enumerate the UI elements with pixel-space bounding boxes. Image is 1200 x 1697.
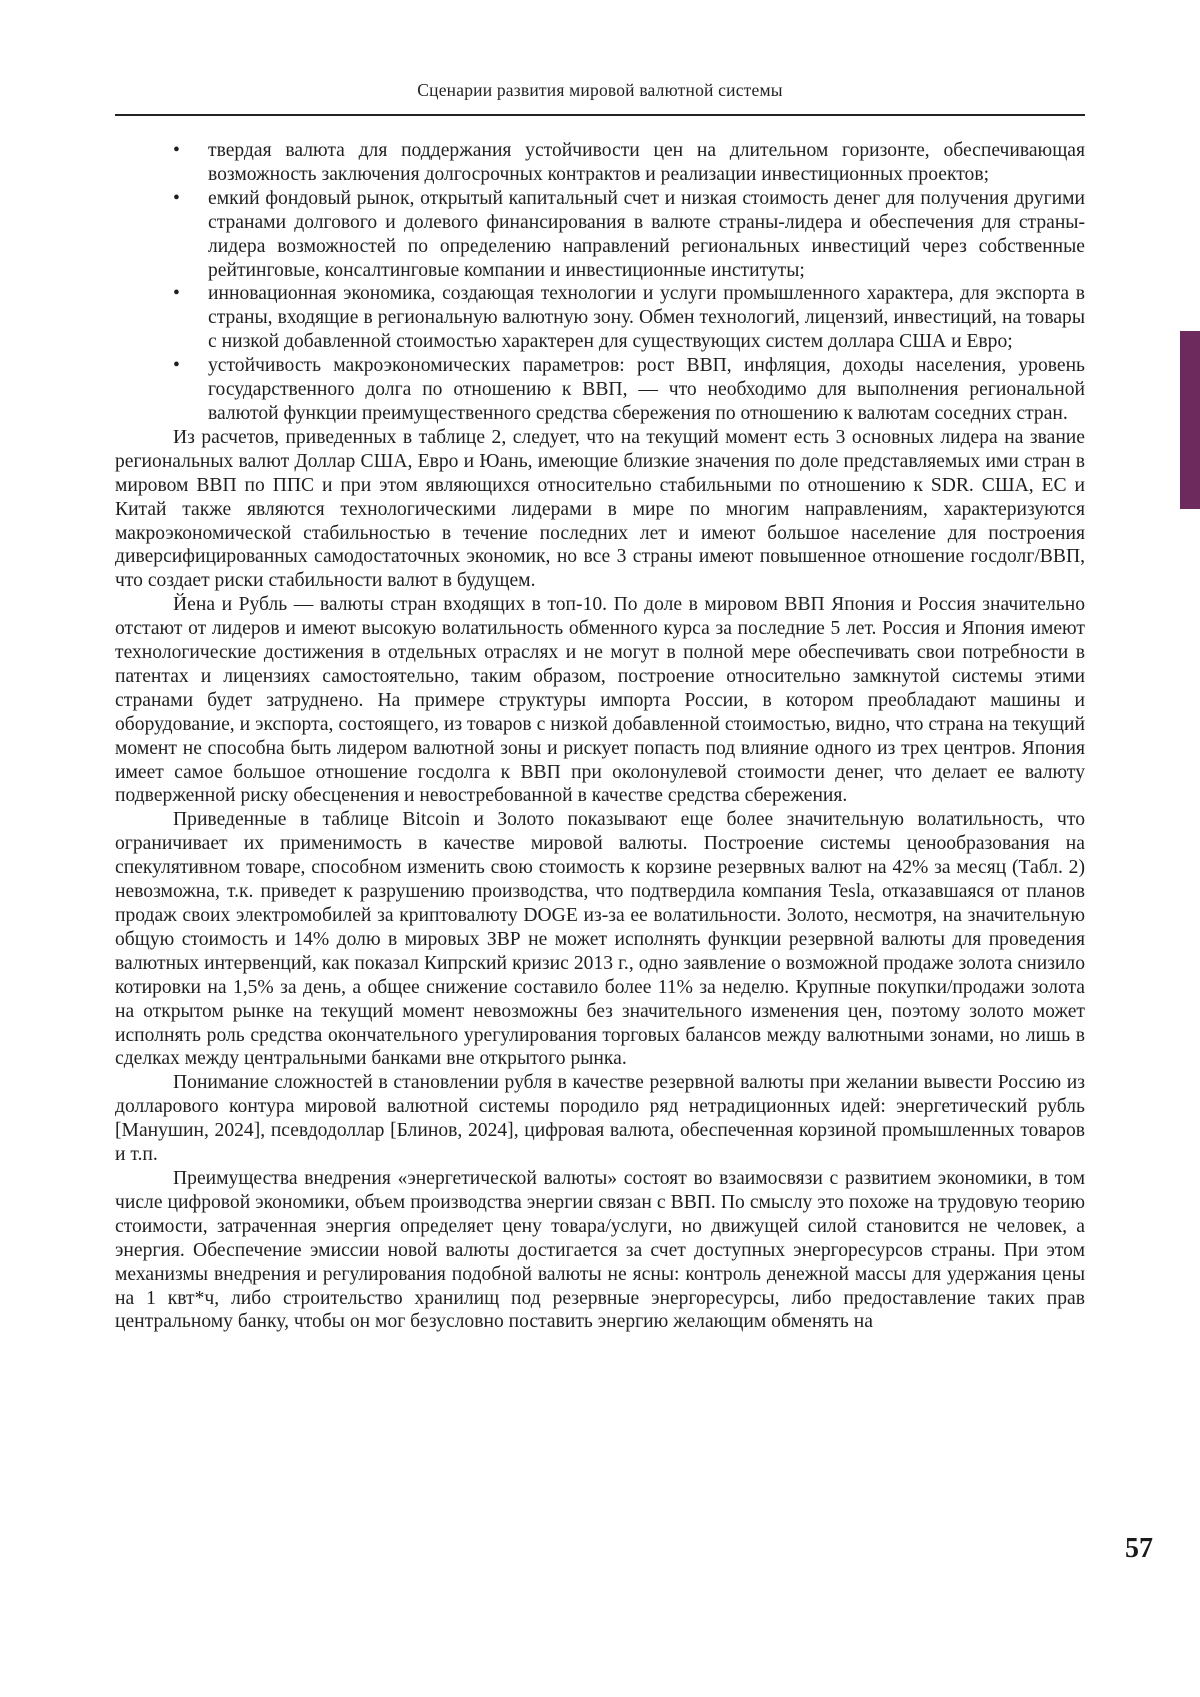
bullet-icon: • (173, 187, 180, 211)
header-rule (115, 114, 1085, 116)
list-item (115, 139, 1085, 187)
chapter-side-tab (1180, 331, 1200, 509)
list-item-text: устойчивость макроэкономических параметров: рост ВВП, инфляция, доходы населения, уровень государственного долга по отношению к ВВП, — что необходимо для выполнения региональной валютой функции преимущественного средства сбережения по отношению к валютам соседних стран. (208, 355, 1085, 424)
list-item-text: инновационная экономика, создающая технологии и услуги промышленного характера, для экспорта в страны, входящие в региональную валютную зону. Обмен технологий, лицензий, инвестиций, на товары с низкой добавленной стоимостью характерен для существующих систем доллара США и Евро; (208, 283, 1085, 352)
paragraph-ruble-ideas: Понимание сложностей в становлении рубля в качестве резервной валюты при желании вывести Россию из долларового контура мировой валютной системы породило ряд нетрадиционных идей: энергетический рубль [Манушин, 2024], псевдодоллар [Блинов, 2024], цифровая валюта, обеспеченная корзиной промышленных товаров и т.п. (115, 1071, 1085, 1167)
page-number: 57 (1125, 1533, 1153, 1565)
bullet-icon: • (173, 282, 180, 306)
paragraph-main-leaders: Из расчетов, приведенных в таблице 2, следует, что на текущий момент есть 3 основных лидера на звание региональных валют Доллар США, Евро и Юань, имеющие близкие значения по доле представляемых ими стран в мировом ВВП по ППС и при этом являющихся относительно стабильными по отношению к SDR. США, ЕС и Китай также являются технологическими лидерами в мире по многим направлениям, характеризуются макроэкономической стабильностью в течение последних лет и имеют большое население для построения диверсифицированных самодостаточных экономик, но все 3 страны имеют повышенное отношение госдолг/ВВП, что создает риски стабильности валют в будущем. (115, 426, 1085, 593)
bullet-icon: • (173, 354, 180, 378)
page-body (115, 139, 1085, 1334)
paragraph-bitcoin-gold: Приведенные в таблице Bitcoin и Золото показывают еще более значительную волатильность, что ограничивает их применимость в качестве мировой валюты. Построение системы ценообразования на спекулятивном товаре, способном изменить свою стоимость к корзине резервных валют на 42% за месяц (Табл. 2) невозможна, т.к. приведет к разрушению производства, что подтвердила компания Tesla, отказавшаяся от планов продаж своих электромобилей за криптовалюту DOGE из-за ее волатильности. Золото, несмотря, на значительную общую стоимость и 14% долю в мировых ЗВР не может исполнять функции резервной валюты для проведения валютных интервенций, как показал Кипрский кризис 2013 г., одно заявление о возможной продаже золота снизило котировки на 1,5% за день, а общее снижение составило более 11% за неделю. Крупные покупки/продажи золота на открытом рынке на текущий момент невозможны без значительного изменения цен, поэтому золото может исполнять роль средства окончательного урегулирования торговых балансов между валютными зонами, но лишь в сделках между центральными банками вне открытого рынка. (115, 808, 1085, 1071)
bullet-icon: • (173, 139, 180, 163)
list-item (115, 354, 1085, 426)
paragraph-energy-currency: Преимущества внедрения «энергетической валюты» состоят во взаимосвязи с развитием экономики, в том числе цифровой экономики, объем производства энергии связан с ВВП. По смыслу это похоже на трудовую теорию стоимости, затраченная энергия определяет цену товара/услуги, но движущей силой становится не человек, а энергия. Обеспечение эмиссии новой валюты достигается за счет доступных энергоресурсов страны. При этом механизмы внедрения и регулирования подобной валюты не ясны: контроль денежной массы для удержания цены на 1 квт*ч, либо строительство хранилищ под резервные энергоресурсы, либо предоставление таких прав центральному банку, чтобы он мог безусловно поставить энергию желающим обменять на (115, 1167, 1085, 1334)
paragraph-yen-ruble: Йена и Рубль — валюты стран входящих в топ-10. По доле в мировом ВВП Япония и Россия значительно отстают от лидеров и имеют высокую волатильность обменного курса за последние 5 лет. Россия и Япония имеют технологические достижения в отдельных отраслях и не могут в полной мере обеспечивать свои потребности в патентах и лицензиях самостоятельно, таким образом, построение относительно замкнутой системы этими странами будет затруднено. На примере структуры импорта России, в котором преобладают машины и оборудование, и экспорта, состоящего, из товаров с низкой добавленной стоимостью, видно, что страна на текущий момент не способна быть лидером валютной зоны и рискует попасть под влияние одного из трех центров. Япония имеет самое большое отношение госдолга к ВВП при околонулевой стоимости денег, что делает ее валюту подверженной риску обесценения и невостребованной в качестве средства сбережения. (115, 593, 1085, 808)
list-item-text: емкий фондовый рынок, открытый капитальный счет и низкая стоимость денег для получения другими странами долгового и долевого финансирования в валюте страны-лидера и обеспечения для страны-лидера возможностей по определению направлений региональных инвестиций через собственные рейтинговые, консалтинговые компании и инвестиционные институты; (208, 188, 1085, 281)
running-header: Сценарии развития мировой валютной системы (115, 80, 1085, 101)
list-item-text: твердая валюта для поддержания устойчивости цен на длительном горизонте, обеспечивающая возможность заключения долгосрочных контрактов и реализации инвестиционных проектов; (208, 140, 1085, 185)
list-item (115, 187, 1085, 283)
list-item (115, 282, 1085, 354)
bullet-list (115, 139, 1085, 426)
